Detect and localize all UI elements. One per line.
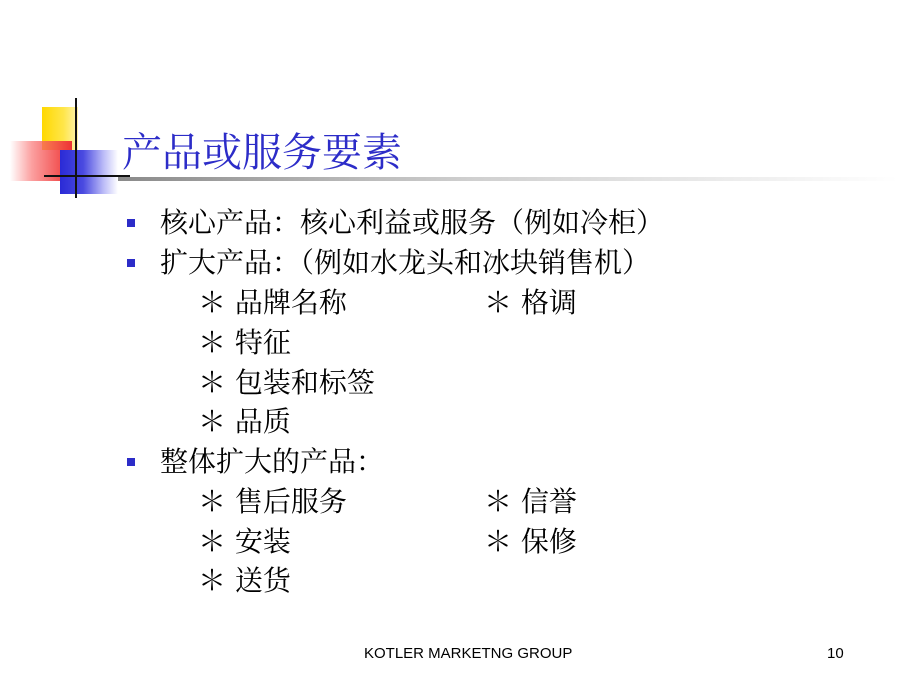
sub-item-after-sales-service: ＊ 售后服务 [198, 485, 347, 518]
bullet-marker [127, 259, 135, 267]
sub-item-features: ＊ 特征 [198, 326, 291, 359]
decorative-vertical-line [75, 98, 77, 198]
slide-title: 产品或服务要素 [122, 130, 402, 176]
bullet-marker [127, 458, 135, 466]
bullet-augmented-product: 扩大产品：（例如水龙头和冰块销售机） [160, 246, 651, 279]
bullet-total-augmented-product: 整体扩大的产品： [160, 445, 385, 478]
sub-item-brand-name: ＊ 品牌名称 [198, 286, 347, 319]
sub-item-reputation: ＊ 信誉 [484, 485, 577, 518]
decorative-blue-square [60, 150, 118, 194]
sub-item-packaging: ＊ 包装和标签 [198, 366, 375, 399]
sub-item-installation: ＊ 安装 [198, 525, 291, 558]
sub-item-style: ＊ 格调 [484, 286, 577, 319]
sub-item-warranty: ＊ 保修 [484, 525, 577, 558]
sub-item-delivery: ＊ 送货 [198, 564, 291, 597]
sub-item-quality: ＊ 品质 [198, 405, 291, 438]
page-number: 10 [827, 645, 844, 662]
bullet-marker [127, 219, 135, 227]
bullet-core-product: 核心产品：核心利益或服务（例如冷柜） [160, 206, 665, 239]
footer-text: KOTLER MARKETNG GROUP [364, 645, 573, 662]
